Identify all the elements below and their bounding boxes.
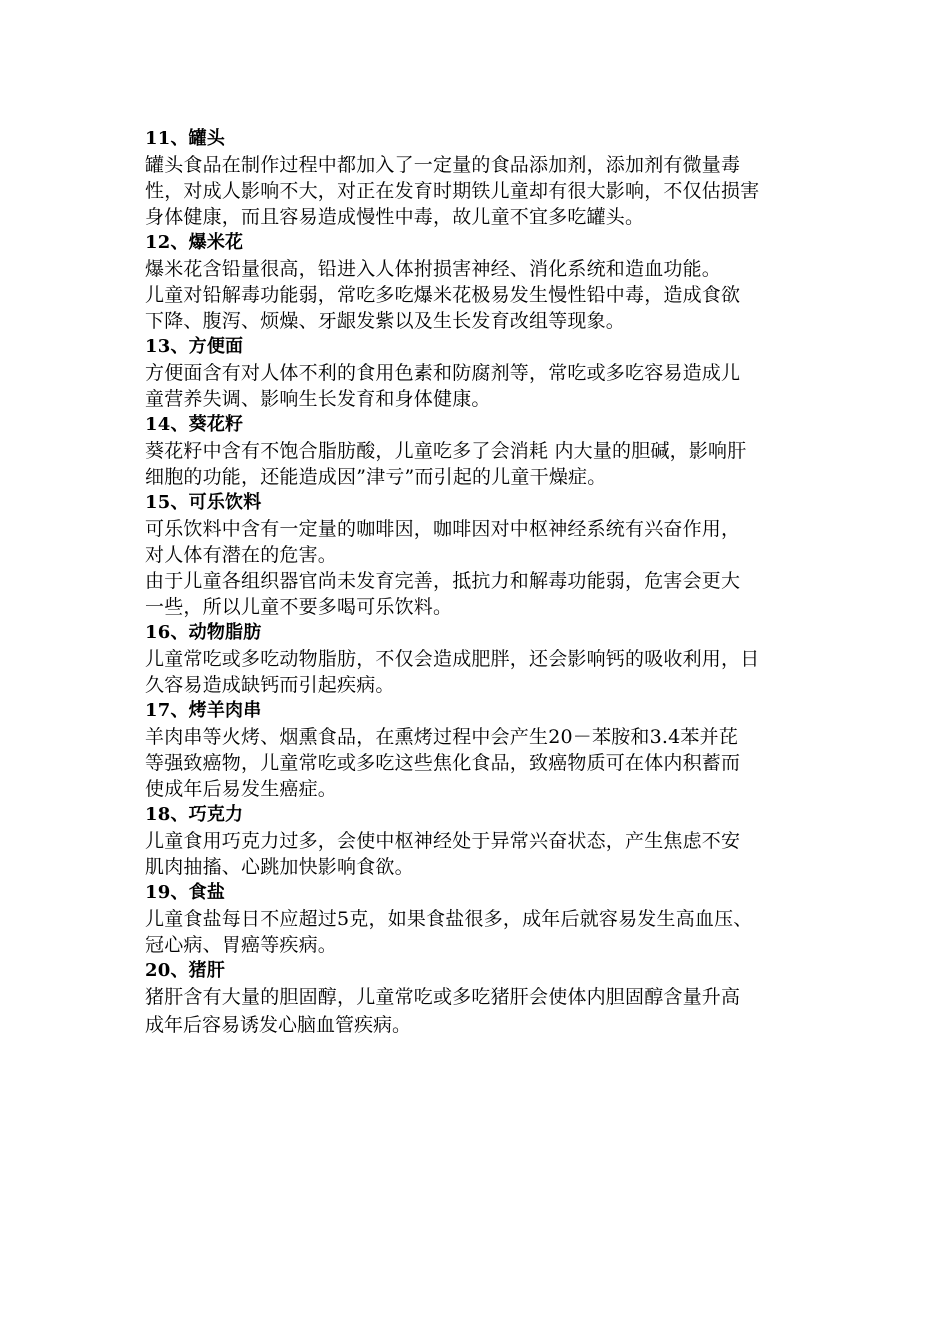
section-text-line: 冠心病、胃癌等疾病。 — [145, 934, 338, 956]
section-text-line: 由于儿童各组织器官尚未发育完善，抵抗力和解毒功能弱，危害会更大 — [145, 570, 741, 592]
section-text-line: 对人体有潜在的危害。 — [145, 544, 338, 566]
section-heading: 15、可乐饮料 — [145, 492, 262, 513]
section-heading: 11、罐头 — [145, 128, 226, 149]
section-text-line: 细胞的功能，还能造成因”津亏”而引起的儿童干燥症。 — [145, 466, 607, 488]
section-text-line: 身体健康，而且容易造成慢性中毒，故儿童不宜多吃罐头。 — [145, 206, 645, 228]
section-heading: 16、动物脂肪 — [145, 622, 262, 643]
section-text-line: 儿童常吃或多吃动物脂肪，不仅会造成肥胖，还会影响钙的吸收利用，日 — [145, 648, 760, 670]
section-heading: 12、爆米花 — [145, 232, 244, 253]
section-heading: 19、食盐 — [145, 882, 226, 903]
section-text-line: 可乐饮料中含有一定量的咖啡因，咖啡因对中枢神经系统有兴奋作用， — [145, 518, 741, 540]
section-text-line: 肌肉抽搐、心跳加快影响食欲。 — [145, 856, 414, 878]
section-text-line: 葵花籽中含有不饱合脂肪酸，儿童吃多了会消耗 内大量的胆碱，影响肝 — [145, 440, 747, 462]
section-heading: 14、葵花籽 — [145, 414, 244, 435]
section-heading: 18、巧克力 — [145, 804, 244, 825]
section-text-line: 下降、腹泻、烦燥、牙龈发紫以及生长发育改组等现象。 — [145, 310, 626, 332]
section-text-line: 等强致癌物，儿童常吃或多吃这些焦化食品，致癌物质可在体内积蓄而 — [145, 752, 741, 774]
closing-line: 成年后容易诱发心脑血管疾病。 — [145, 1014, 412, 1036]
section-heading: 20、猪肝 — [145, 960, 226, 981]
section-text-line: 一些，所以儿童不要多喝可乐饮料。 — [145, 596, 453, 618]
section-text-line: 猪肝含有大量的胆固醇，儿童常吃或多吃猪肝会使体内胆固醇含量升高 — [145, 986, 741, 1008]
section-text-line: 羊肉串等火烤、烟熏食品，在熏烤过程中会产生20－苯胺和3.4苯并芘 — [145, 726, 738, 748]
section-heading: 13、方便面 — [145, 336, 244, 357]
section-text-line: 爆米花含铅量很高，铅进入人体拊损害神经、消化系统和造血功能。 — [145, 258, 722, 280]
section-text-line: 罐头食品在制作过程中都加入了一定量的食品添加剂，添加剂有微量毒 — [145, 154, 741, 176]
section-text-line: 久容易造成缺钙而引起疾病。 — [145, 674, 395, 696]
section-text-line: 儿童食盐每日不应超过5克，如果食盐很多，成年后就容易发生高血压、 — [145, 908, 753, 930]
section-text-line: 童营养失调、影响生长发育和身体健康。 — [145, 388, 491, 410]
section-text-line: 性，对成人影响不大，对正在发育时期铁儿童却有很大影响，不仅估损害 — [145, 180, 760, 202]
document-body — [145, 126, 815, 1010]
section-heading: 17、烤羊肉串 — [145, 700, 262, 721]
section-text-line: 儿童对铅解毒功能弱，常吃多吃爆米花极易发生慢性铅中毒，造成食欲 — [145, 284, 741, 306]
section-text-line: 儿童食用巧克力过多，会使中枢神经处于异常兴奋状态，产生焦虑不安 — [145, 830, 741, 852]
section-text-line: 方便面含有对人体不利的食用色素和防腐剂等，常吃或多吃容易造成儿 — [145, 362, 741, 384]
section-text-line: 使成年后易发生癌症。 — [145, 778, 338, 800]
